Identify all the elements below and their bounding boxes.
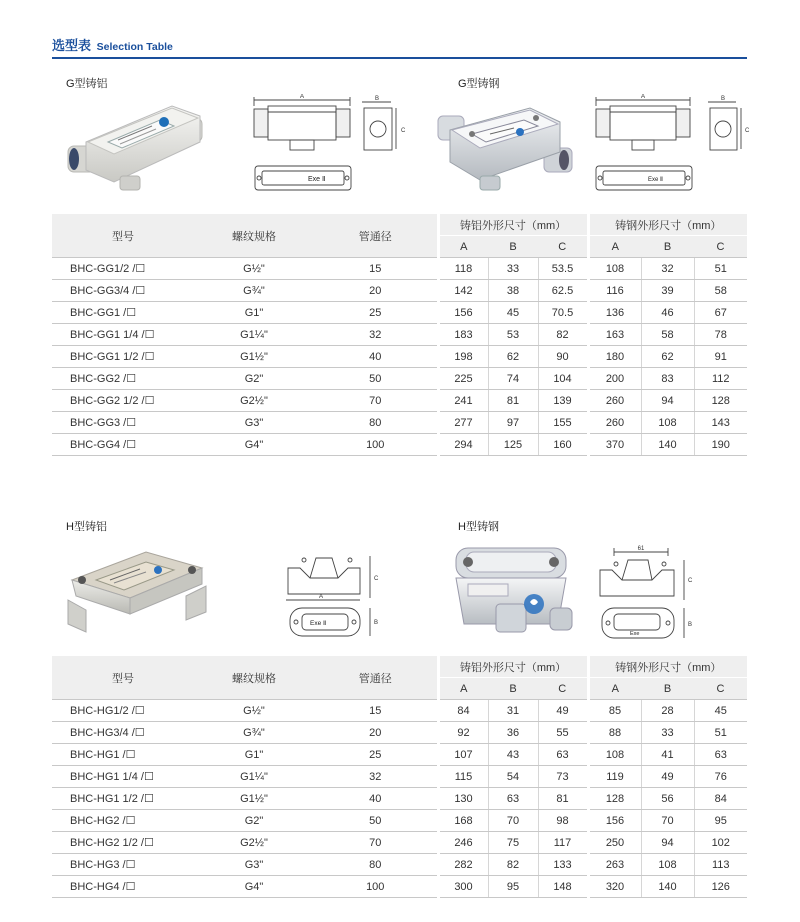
- cell-alu-b: 82: [488, 854, 538, 876]
- cell-steel-b: 140: [641, 876, 694, 898]
- cell-thread: G¾": [194, 722, 314, 744]
- cell-alu-a: 246: [438, 832, 488, 854]
- table-row: [52, 390, 747, 412]
- g-selection-table: [52, 214, 747, 456]
- col-header-alu-group: 铸铝外形尺寸（mm）: [438, 656, 588, 678]
- cell-thread: G2½": [194, 390, 314, 412]
- cell-alu-b: 38: [488, 280, 538, 302]
- cell-steel-a: 260: [588, 390, 641, 412]
- col-header-steel-group: 铸钢外形尺寸（mm）: [588, 656, 747, 678]
- col-header-alu-a: A: [438, 678, 488, 700]
- table-row: [52, 258, 747, 280]
- cell-alu-a: 282: [438, 854, 488, 876]
- cell-thread: G1": [194, 302, 314, 324]
- cell-steel-c: 91: [694, 346, 747, 368]
- cell-alu-a: 142: [438, 280, 488, 302]
- cell-steel-b: 41: [641, 744, 694, 766]
- col-header-steel-group: 铸钢外形尺寸（mm）: [588, 214, 747, 236]
- cell-alu-b: 74: [488, 368, 538, 390]
- cell-steel-b: 108: [641, 412, 694, 434]
- cell-alu-a: 300: [438, 876, 488, 898]
- g-steel-product-photo: [432, 96, 576, 196]
- cell-steel-b: 49: [641, 766, 694, 788]
- g-alu-product-photo: [64, 96, 208, 196]
- table-row: [52, 722, 747, 744]
- cell-alu-c: 90: [538, 346, 588, 368]
- cell-alu-c: 73: [538, 766, 588, 788]
- cell-steel-b: 108: [641, 854, 694, 876]
- cell-steel-a: 263: [588, 854, 641, 876]
- cell-alu-b: 70: [488, 810, 538, 832]
- cell-steel-c: 51: [694, 258, 747, 280]
- cell-steel-a: 260: [588, 412, 641, 434]
- cell-alu-c: 81: [538, 788, 588, 810]
- cell-thread: G1½": [194, 346, 314, 368]
- cell-pipe: 80: [314, 854, 438, 876]
- table-row: [52, 766, 747, 788]
- table-row: [52, 324, 747, 346]
- h-alu-dimension-drawing: [280, 548, 386, 646]
- col-header-alu-b: B: [488, 678, 538, 700]
- cell-steel-b: 56: [641, 788, 694, 810]
- cell-steel-c: 95: [694, 810, 747, 832]
- cell-alu-c: 53.5: [538, 258, 588, 280]
- cell-pipe: 15: [314, 258, 438, 280]
- col-header-thread: 螺纹规格: [194, 656, 314, 700]
- cell-model: BHC-GG2 1/2 /☐: [52, 390, 194, 412]
- cell-model: BHC-GG3/4 /☐: [52, 280, 194, 302]
- cell-pipe: 100: [314, 434, 438, 456]
- cell-pipe: 15: [314, 700, 438, 722]
- col-header-steel-b: B: [641, 236, 694, 258]
- svg-text:A: A: [299, 94, 305, 100]
- cell-alu-c: 139: [538, 390, 588, 412]
- cell-steel-b: 62: [641, 346, 694, 368]
- cell-steel-b: 32: [641, 258, 694, 280]
- cell-alu-b: 81: [488, 390, 538, 412]
- cell-model: BHC-GG2 /☐: [52, 368, 194, 390]
- cell-steel-c: 190: [694, 434, 747, 456]
- cell-alu-a: 198: [438, 346, 488, 368]
- cell-alu-c: 82: [538, 324, 588, 346]
- cell-alu-c: 104: [538, 368, 588, 390]
- svg-text:A: A: [640, 94, 646, 100]
- cell-thread: G1": [194, 744, 314, 766]
- cell-steel-c: 78: [694, 324, 747, 346]
- cell-alu-a: 241: [438, 390, 488, 412]
- cell-steel-b: 28: [641, 700, 694, 722]
- cell-steel-c: 84: [694, 788, 747, 810]
- cell-alu-b: 31: [488, 700, 538, 722]
- cell-steel-a: 85: [588, 700, 641, 722]
- cell-steel-b: 94: [641, 390, 694, 412]
- col-header-alu-c: C: [538, 236, 588, 258]
- cell-steel-c: 113: [694, 854, 747, 876]
- cell-steel-b: 39: [641, 280, 694, 302]
- cell-alu-a: 225: [438, 368, 488, 390]
- header-title-en: Selection Table: [96, 41, 173, 53]
- cell-thread: G1½": [194, 788, 314, 810]
- cell-steel-a: 320: [588, 876, 641, 898]
- cell-steel-b: 46: [641, 302, 694, 324]
- cell-alu-b: 43: [488, 744, 538, 766]
- col-header-steel-c: C: [694, 678, 747, 700]
- cell-alu-c: 160: [538, 434, 588, 456]
- col-header-alu-group: 铸铝外形尺寸（mm）: [438, 214, 588, 236]
- cell-steel-c: 112: [694, 368, 747, 390]
- table-row: [52, 368, 747, 390]
- cell-pipe: 32: [314, 766, 438, 788]
- cell-alu-c: 133: [538, 854, 588, 876]
- svg-text:C: C: [688, 578, 693, 584]
- cell-pipe: 70: [314, 390, 438, 412]
- cell-model: BHC-GG4 /☐: [52, 434, 194, 456]
- cell-thread: G4": [194, 434, 314, 456]
- cell-steel-a: 108: [588, 258, 641, 280]
- cell-steel-a: 250: [588, 832, 641, 854]
- cell-alu-b: 95: [488, 876, 538, 898]
- cell-thread: G4": [194, 876, 314, 898]
- h-steel-dimension-drawing: [592, 544, 702, 644]
- col-header-steel-b: B: [641, 678, 694, 700]
- cell-model: BHC-HG1 /☐: [52, 744, 194, 766]
- cell-model: BHC-HG3 /☐: [52, 854, 194, 876]
- svg-text:C: C: [374, 576, 379, 582]
- cell-alu-b: 36: [488, 722, 538, 744]
- col-header-alu-b: B: [488, 236, 538, 258]
- cell-model: BHC-HG3/4 /☐: [52, 722, 194, 744]
- svg-text:B: B: [374, 96, 380, 102]
- section-label-g-alu: G型铸铝: [66, 78, 108, 90]
- svg-text:61: 61: [637, 546, 645, 552]
- cell-pipe: 25: [314, 744, 438, 766]
- cell-alu-b: 45: [488, 302, 538, 324]
- section-label-h-alu: H型铸铝: [66, 521, 107, 533]
- cell-thread: G3": [194, 854, 314, 876]
- cell-model: BHC-GG1/2 /☐: [52, 258, 194, 280]
- cell-thread: G2": [194, 810, 314, 832]
- header-title-cn: 选型表: [52, 38, 92, 53]
- cell-alu-b: 62: [488, 346, 538, 368]
- svg-text:C: C: [745, 128, 750, 134]
- h-selection-table: [52, 656, 747, 898]
- cell-model: BHC-HG4 /☐: [52, 876, 194, 898]
- cell-thread: G1¼": [194, 766, 314, 788]
- cell-model: BHC-HG2 /☐: [52, 810, 194, 832]
- cell-thread: G½": [194, 700, 314, 722]
- g-alu-drawing-label: Exe Ⅱ: [308, 176, 326, 183]
- col-header-pipe: 管通径: [314, 214, 438, 258]
- cell-steel-a: 370: [588, 434, 641, 456]
- cell-model: BHC-HG1/2 /☐: [52, 700, 194, 722]
- table-row: [52, 434, 747, 456]
- cell-alu-a: 107: [438, 744, 488, 766]
- table-row: [52, 280, 747, 302]
- cell-pipe: 80: [314, 412, 438, 434]
- cell-alu-a: 183: [438, 324, 488, 346]
- cell-steel-a: 108: [588, 744, 641, 766]
- cell-steel-c: 45: [694, 700, 747, 722]
- cell-steel-a: 119: [588, 766, 641, 788]
- cell-alu-a: 92: [438, 722, 488, 744]
- cell-steel-b: 70: [641, 810, 694, 832]
- cell-steel-c: 126: [694, 876, 747, 898]
- col-header-thread: 螺纹规格: [194, 214, 314, 258]
- svg-text:C: C: [401, 128, 406, 134]
- cell-steel-b: 94: [641, 832, 694, 854]
- cell-alu-b: 53: [488, 324, 538, 346]
- cell-alu-c: 49: [538, 700, 588, 722]
- cell-pipe: 70: [314, 832, 438, 854]
- cell-alu-c: 155: [538, 412, 588, 434]
- cell-alu-c: 70.5: [538, 302, 588, 324]
- cell-steel-b: 58: [641, 324, 694, 346]
- table-row: [52, 744, 747, 766]
- cell-alu-b: 97: [488, 412, 538, 434]
- h-alu-drawing-label: Exe Ⅱ: [310, 620, 327, 627]
- cell-steel-a: 128: [588, 788, 641, 810]
- cell-thread: G2½": [194, 832, 314, 854]
- cell-pipe: 50: [314, 368, 438, 390]
- cell-alu-a: 156: [438, 302, 488, 324]
- cell-pipe: 20: [314, 722, 438, 744]
- col-header-steel-a: A: [588, 678, 641, 700]
- col-header-model: 型号: [52, 214, 194, 258]
- table-row: [52, 832, 747, 854]
- table-row: [52, 810, 747, 832]
- cell-model: BHC-GG3 /☐: [52, 412, 194, 434]
- cell-model: BHC-HG2 1/2 /☐: [52, 832, 194, 854]
- cell-alu-a: 84: [438, 700, 488, 722]
- cell-thread: G½": [194, 258, 314, 280]
- table-row: [52, 346, 747, 368]
- cell-steel-c: 76: [694, 766, 747, 788]
- table-row: [52, 700, 747, 722]
- cell-alu-c: 62.5: [538, 280, 588, 302]
- cell-pipe: 50: [314, 810, 438, 832]
- table-row: [52, 788, 747, 810]
- cell-steel-c: 67: [694, 302, 747, 324]
- cell-alu-b: 63: [488, 788, 538, 810]
- page-header: [52, 35, 173, 54]
- svg-text:B: B: [374, 620, 379, 626]
- section-label-h-steel: H型铸钢: [458, 521, 499, 533]
- cell-pipe: 32: [314, 324, 438, 346]
- cell-steel-b: 140: [641, 434, 694, 456]
- cell-steel-a: 116: [588, 280, 641, 302]
- cell-pipe: 40: [314, 788, 438, 810]
- cell-steel-c: 143: [694, 412, 747, 434]
- cell-model: BHC-GG1 1/4 /☐: [52, 324, 194, 346]
- cell-alu-c: 117: [538, 832, 588, 854]
- col-header-steel-a: A: [588, 236, 641, 258]
- table-row: [52, 876, 747, 898]
- cell-thread: G1¼": [194, 324, 314, 346]
- header-divider: [52, 57, 747, 59]
- col-header-alu-a: A: [438, 236, 488, 258]
- table-row: [52, 412, 747, 434]
- cell-steel-a: 163: [588, 324, 641, 346]
- cell-steel-b: 83: [641, 368, 694, 390]
- cell-model: BHC-GG1 1/2 /☐: [52, 346, 194, 368]
- cell-alu-a: 294: [438, 434, 488, 456]
- col-header-pipe: 管通径: [314, 656, 438, 700]
- cell-steel-a: 156: [588, 810, 641, 832]
- cell-alu-c: 98: [538, 810, 588, 832]
- cell-model: BHC-GG1 /☐: [52, 302, 194, 324]
- cell-alu-c: 63: [538, 744, 588, 766]
- g-alu-dimension-drawing: [246, 94, 406, 198]
- cell-alu-a: 118: [438, 258, 488, 280]
- cell-pipe: 100: [314, 876, 438, 898]
- cell-steel-a: 136: [588, 302, 641, 324]
- svg-text:B: B: [720, 96, 726, 102]
- cell-steel-a: 180: [588, 346, 641, 368]
- cell-model: BHC-HG1 1/2 /☐: [52, 788, 194, 810]
- g-steel-drawing-label: Exe Ⅱ: [648, 177, 663, 183]
- cell-steel-a: 88: [588, 722, 641, 744]
- cell-steel-a: 200: [588, 368, 641, 390]
- cell-steel-c: 58: [694, 280, 747, 302]
- cell-alu-a: 168: [438, 810, 488, 832]
- cell-alu-b: 54: [488, 766, 538, 788]
- cell-alu-b: 33: [488, 258, 538, 280]
- col-header-model: 型号: [52, 656, 194, 700]
- cell-alu-b: 125: [488, 434, 538, 456]
- cell-steel-c: 51: [694, 722, 747, 744]
- cell-alu-c: 55: [538, 722, 588, 744]
- svg-text:A: A: [318, 594, 324, 600]
- table-row: [52, 854, 747, 876]
- h-alu-product-photo: [62, 540, 210, 640]
- h-steel-drawing-label: Exe: [630, 631, 640, 637]
- cell-model: BHC-HG1 1/4 /☐: [52, 766, 194, 788]
- cell-steel-c: 63: [694, 744, 747, 766]
- h-steel-product-photo: [446, 538, 576, 646]
- cell-pipe: 25: [314, 302, 438, 324]
- cell-steel-c: 102: [694, 832, 747, 854]
- cell-alu-a: 277: [438, 412, 488, 434]
- cell-pipe: 20: [314, 280, 438, 302]
- col-header-alu-c: C: [538, 678, 588, 700]
- table-row: [52, 302, 747, 324]
- cell-alu-a: 130: [438, 788, 488, 810]
- cell-alu-a: 115: [438, 766, 488, 788]
- cell-steel-c: 128: [694, 390, 747, 412]
- cell-pipe: 40: [314, 346, 438, 368]
- svg-text:B: B: [688, 622, 693, 628]
- cell-alu-c: 148: [538, 876, 588, 898]
- col-header-steel-c: C: [694, 236, 747, 258]
- cell-thread: G3": [194, 412, 314, 434]
- cell-thread: G¾": [194, 280, 314, 302]
- section-label-g-steel: G型铸钢: [458, 78, 500, 90]
- cell-thread: G2": [194, 368, 314, 390]
- g-steel-dimension-drawing: [590, 94, 750, 198]
- cell-alu-b: 75: [488, 832, 538, 854]
- cell-steel-b: 33: [641, 722, 694, 744]
